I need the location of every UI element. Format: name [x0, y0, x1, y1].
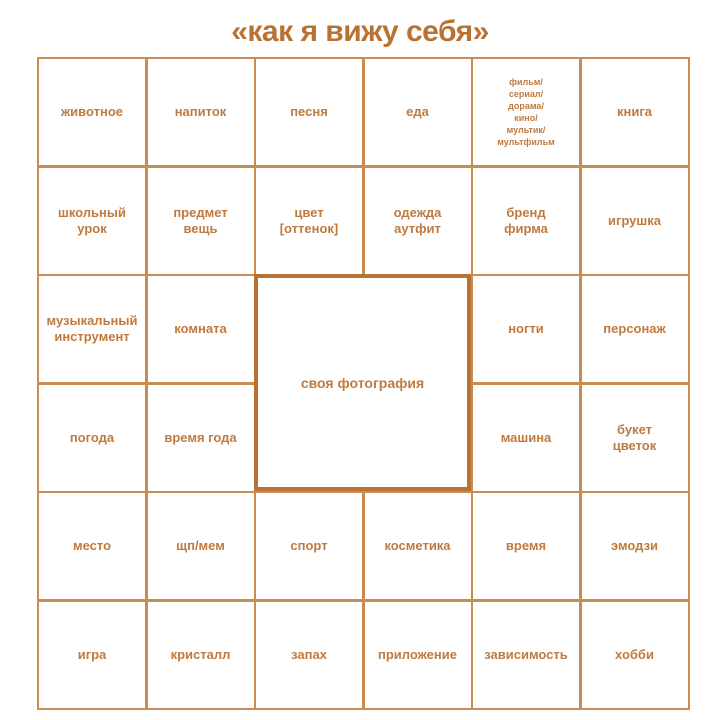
grid-cell[interactable]: напиток	[146, 57, 256, 167]
grid-cell[interactable]: кристалл	[146, 600, 256, 710]
page-title: «как я вижу себя»	[231, 15, 489, 48]
grid-cell[interactable]: машина	[471, 383, 581, 493]
grid-cell[interactable]: погода	[37, 383, 147, 493]
grid-cell[interactable]: косметика	[363, 491, 473, 601]
grid-cell[interactable]: книга	[580, 57, 690, 167]
grid-cell[interactable]: животное	[37, 57, 147, 167]
grid-cell[interactable]: песня	[254, 57, 364, 167]
grid-cell[interactable]: музыкальный инструмент	[37, 274, 147, 384]
bingo-grid	[37, 57, 689, 709]
center-photo-cell[interactable]: своя фотография	[254, 274, 471, 491]
grid-cell[interactable]: персонаж	[580, 274, 690, 384]
grid-cell[interactable]: цвет [оттенок]	[254, 166, 364, 276]
grid-cell[interactable]: приложение	[363, 600, 473, 710]
grid-cell[interactable]: хобби	[580, 600, 690, 710]
grid-cell[interactable]: фильм/ сериал/ дорама/ кино/ мультик/ мультфильм	[471, 57, 581, 167]
grid-cell[interactable]: комната	[146, 274, 256, 384]
grid-cell[interactable]: бренд фирма	[471, 166, 581, 276]
grid-cell[interactable]: место	[37, 491, 147, 601]
grid-cell[interactable]: время года	[146, 383, 256, 493]
grid-cell[interactable]: ногти	[471, 274, 581, 384]
grid-cell[interactable]: спорт	[254, 491, 364, 601]
grid-cell[interactable]: одежда аутфит	[363, 166, 473, 276]
grid-cell[interactable]: игрушка	[580, 166, 690, 276]
grid-cell[interactable]: запах	[254, 600, 364, 710]
grid-cell[interactable]: щп/мем	[146, 491, 256, 601]
grid-cell[interactable]: зависимость	[471, 600, 581, 710]
grid-cell[interactable]: игра	[37, 600, 147, 710]
grid-cell[interactable]: время	[471, 491, 581, 601]
grid-cell[interactable]: предмет вещь	[146, 166, 256, 276]
grid-cell[interactable]: школьный урок	[37, 166, 147, 276]
grid-cell[interactable]: эмодзи	[580, 491, 690, 601]
grid-cell[interactable]: еда	[363, 57, 473, 167]
grid-cell[interactable]: букет цветок	[580, 383, 690, 493]
